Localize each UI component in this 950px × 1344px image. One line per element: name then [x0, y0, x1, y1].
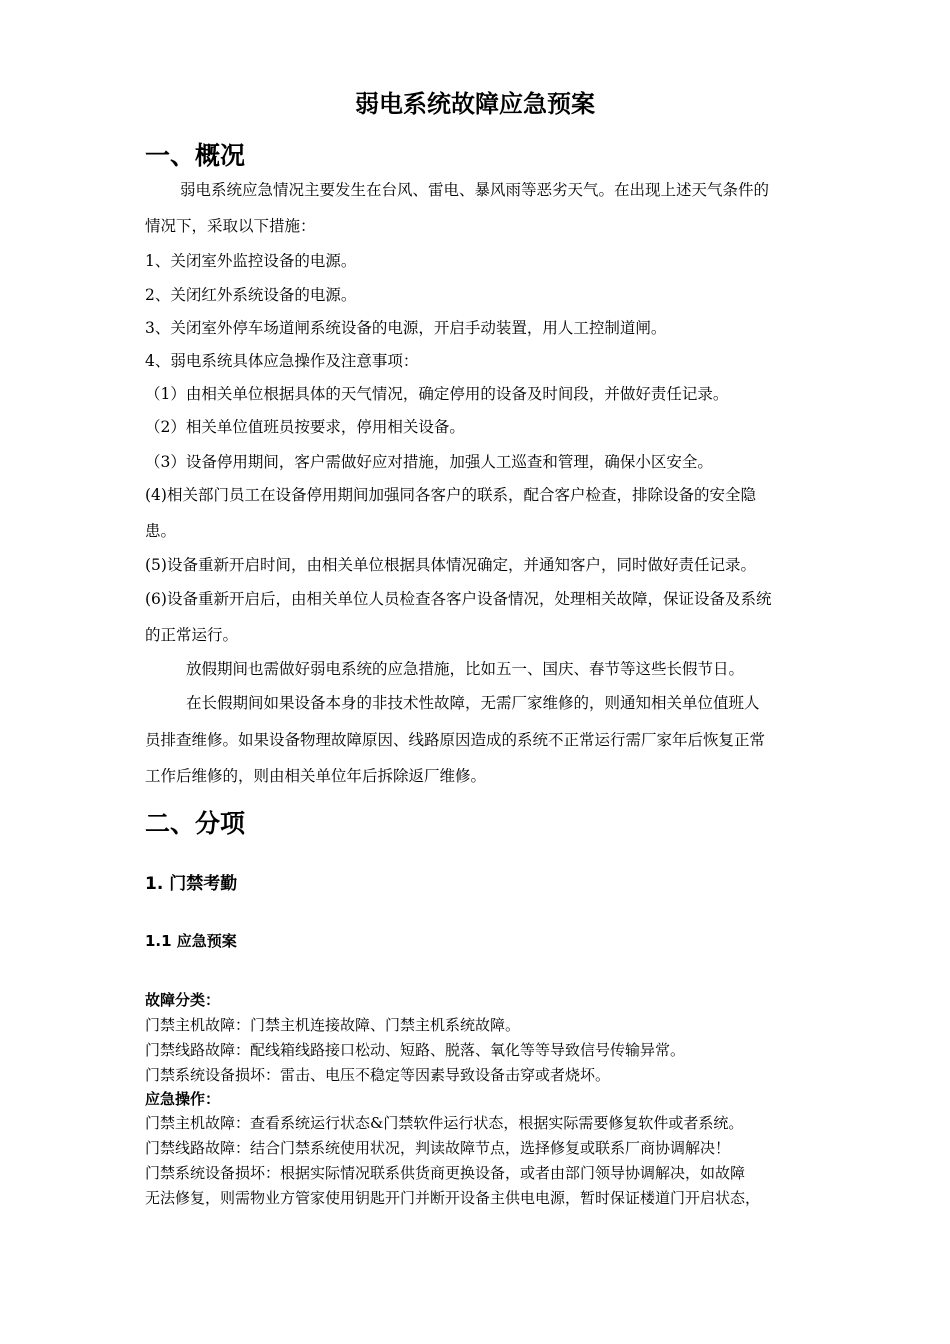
measure-item: 4、弱电系统具体应急操作及注意事项： [145, 352, 419, 370]
section1-heading: 一、概况 [145, 141, 246, 170]
sub-item: 患。 [145, 522, 177, 540]
fault-class-item: 门禁主机故障：门禁主机连接故障、门禁主机系统故障。 [145, 1016, 521, 1034]
emergency-label: 应急操作： [145, 1090, 221, 1108]
subsubsection-heading: 1.1 应急预案 [145, 932, 237, 950]
fault-class-item: 门禁线路故障：配线箱线路接口松动、短路、脱落、氧化等等导致信号传输异常。 [145, 1041, 686, 1059]
document-title: 弱电系统故障应急预案 [355, 90, 595, 118]
emergency-op-item: 门禁系统设备损坏：根据实际情况联系供货商更换设备，或者由部门领导协调解决，如故障 [145, 1164, 746, 1182]
sub-item: (6)设备重新开启后，由相关单位人员检查各客户设备情况，处理相关故障，保证设备及系统 [145, 590, 772, 608]
sub-item: （3）设备停用期间，客户需做好应对措施，加强人工巡查和管理，确保小区安全。 [145, 453, 713, 471]
sub-item: (5)设备重新开启时间，由相关单位根据具体情况确定，并通知客户，同时做好责任记录。 [145, 556, 756, 574]
sub-item: 的正常运行。 [145, 626, 239, 644]
sub-item: （2）相关单位值班员按要求，停用相关设备。 [145, 418, 465, 436]
sub-item: （1）由相关单位根据具体的天气情况，确定停用的设备及时间段，并做好责任记录。 [145, 385, 729, 403]
long-holiday-line-2: 员排查维修。如果设备物理故障原因、线路原因造成的系统不正常运行需厂家年后恢复正常 [145, 731, 766, 749]
subsection-heading: 1. 门禁考勤 [145, 874, 238, 894]
long-holiday-line-1: 在长假期间如果设备本身的非技术性故障，无需厂家维修的，则通知相关单位值班人 [186, 694, 760, 712]
measure-item: 3、关闭室外停车场道闸系统设备的电源，开启手动装置，用人工控制道闸。 [145, 319, 667, 337]
measure-item: 1、关闭室外监控设备的电源。 [145, 252, 357, 270]
emergency-op-item: 门禁主机故障：查看系统运行状态&门禁软件运行状态，根据实际需要修复软件或者系统。 [145, 1114, 744, 1132]
sub-item: (4)相关部门员工在设备停用期间加强同各客户的联系，配合客户检查，排除设备的安全隐 [145, 486, 756, 504]
fault-class-label: 故障分类： [145, 991, 221, 1009]
intro-line-2: 情况下，采取以下措施： [145, 217, 316, 235]
emergency-op-item: 无法修复，则需物业方管家使用钥匙开门并断开设备主供电电源，暂时保证楼道门开启状态， [145, 1189, 761, 1207]
long-holiday-line-3: 工作后维修的，则由相关单位年后拆除返厂维修。 [145, 767, 487, 785]
emergency-op-item: 门禁线路故障：结合门禁系统使用状况，判读故障节点，选择修复或联系厂商协调解决！ [145, 1139, 731, 1157]
section2-heading: 二、分项 [145, 809, 246, 838]
fault-class-item: 门禁系统设备损坏：雷击、电压不稳定等因素导致设备击穿或者烧坏。 [145, 1066, 611, 1084]
measure-item: 2、关闭红外系统设备的电源。 [145, 286, 357, 304]
holiday-paragraph: 放假期间也需做好弱电系统的应急措施，比如五一、国庆、春节等这些长假节日。 [186, 660, 745, 678]
intro-line-1: 弱电系统应急情况主要发生在台风、雷电、暴风雨等恶劣天气。在出现上述天气条件的 [180, 181, 770, 199]
